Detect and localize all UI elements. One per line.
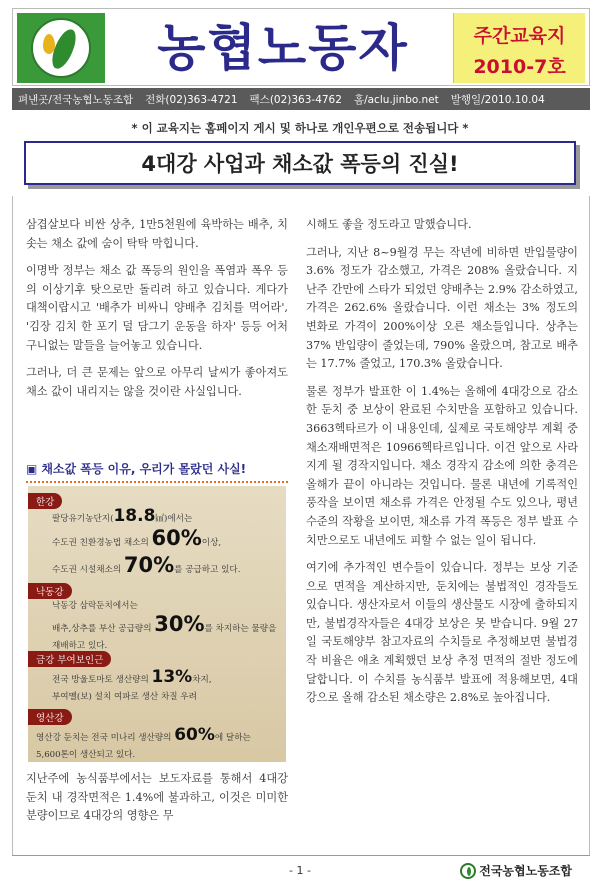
publish-date: 발행일/2010.10.04 [450, 93, 545, 106]
page-number: - 1 - [289, 864, 311, 877]
left-border [12, 196, 13, 856]
footer-org [460, 862, 572, 879]
union-logo-icon [460, 863, 476, 879]
section-label: 금강 부여보인근 [28, 651, 111, 667]
square-bullet-icon: ▣ [26, 462, 38, 476]
headline: 4대강 사업과 채소값 폭등의 진실! [24, 141, 576, 185]
logo-emblem-icon [31, 18, 91, 78]
fact-line: 전국 방울토마토 생산량의 13%차지, [52, 667, 212, 687]
fact-line: 수도권 시설채소의 70%를 공급하고 있다. [52, 553, 241, 577]
distribution-notice: * 이 교육지는 홈페이지 게시 및 하나로 개인우편으로 전송됩니다 * [131, 121, 469, 135]
paragraph: 지난주에 농식품부에서는 보도자료를 통해서 4대강 둔치 내 경작면적은 1.4%에 불과하고, 이것은 미미한 분량이므로 4대강의 영향은 무 [26, 772, 288, 823]
section-nakdonggang [28, 580, 286, 654]
paragraph: 물론 정부가 발표한 이 1.4%는 올해에 4대강으로 감소한 둔치 중 보상이 완료된 수치만을 포함하고 있습니다. 3663헥타르가 이 내용인데, 실제로 국토해양부 계획 중 채소재배면적은 10966헥타르입니다. 이건 앞으로 사라지게 될 경작지입니다. 채소 경작지 감소에 의한 충격은 올해가 끝이 아니라는 것입니다. 물론 내년에 기록적인 풍작을 보이면 채소류 가격은 안정될 수도 있으나, 평년 수준의 작황을 보이면, 채소류 가격 폭등은 정부 발표 수치만으로도 내년에도 피할 수 없는 일이 됩니다. [306, 384, 578, 547]
fax: 팩스(02)363-4762 [249, 93, 342, 106]
fact-line: 낙동강 삼락둔치에서는 [52, 601, 138, 611]
homepage: 홈/aclu.jinbo.net [353, 93, 439, 106]
paragraph: 시해도 좋을 정도라고 말했습니다. [306, 218, 472, 231]
union-logo [17, 13, 105, 83]
fact-line: 팔당유기농단지(18.8㎢)에서는 [52, 506, 193, 526]
section-geumgang [28, 648, 286, 705]
phone: 전화(02)363-4721 [145, 93, 238, 106]
paragraph: 여기에 추가적인 변수들이 있습니다. 정부는 보상 기준으로 면적을 계산하지만, 둔치에는 불법적인 경작들도 있습니다. 생산자로서 이들의 생산물도 시장에 출하되지만, 불법경작자들은 4대강 보상은 못 받습니다. 9월 27일 국토해양부 참고자료의 수치들로 추정해보면 불법경작 비율은 애초 계획했던 보상 추정 면적의 절반 정도에 달합니다. 이 수치를 농식품부 발표에 적용해보면, 4대강으로 올해 감소된 채소량은 2.8%로 높아집니다. [306, 561, 578, 705]
paragraph: 그러나, 더 큰 문제는 앞으로 아무리 날씨가 좋아져도 채소 값이 내리지는 않을 것이란 사실입니다. [26, 366, 288, 398]
paragraph: 삼겹살보다 비싼 상추, 1만5천원에 육박하는 배추, 치솟는 채소 값에 숨이 탁탁 막힙니다. [26, 218, 288, 250]
infobox-title [26, 460, 288, 483]
issue-number: 2010-7호 [473, 56, 566, 78]
publisher-info-bar [12, 88, 590, 110]
river-facts-infobox [28, 486, 286, 762]
masthead [12, 8, 590, 86]
fact-line: 부여멜(보) 설치 여파로 생산 차질 우려 [52, 692, 197, 702]
publisher: 펴낸곳/전국농협노동조합 [18, 93, 134, 106]
section-hangang [28, 490, 286, 581]
issue-type: 주간교육지 [473, 25, 566, 47]
issue-badge [453, 13, 585, 83]
left-column-top [26, 216, 288, 410]
bottom-rule [12, 855, 590, 856]
fact-line: 수도권 친환경농법 채소의 60%이상, [52, 526, 222, 550]
paragraph: 이명박 정부는 채소 값 폭등의 원인을 폭염과 폭우 등의 이상기후 탓으로만 돌리려 하고 있습니다. 게다가 대책이랍시고 '배추가 비싸니 양배추 김치를 먹어라', '김장 김치 한 포기 덜 담그기 운동을 하자' 등등 어처구니없는 말들을 늘어놓고 있습니다. [26, 264, 288, 352]
section-yeongsangang [28, 706, 286, 762]
section-label: 한강 [28, 493, 62, 509]
section-label: 영산강 [28, 709, 72, 725]
left-column-bottom [26, 770, 288, 835]
fact-line: 5,600톤이 생산되고 있다. [36, 750, 136, 760]
infobox-title-text: 채소값 폭등 이유, 우리가 몰랐던 사실! [41, 462, 247, 476]
right-border [589, 196, 590, 856]
paragraph: 그러나, 지난 8~9월경 무는 작년에 비하면 반입물량이 3.6% 정도가 감소했고, 가격은 208% 올랐습니다. 지난주 간만에 스타가 되었던 양배추는 2.9% 감소하였고, 가격은 262.6% 올랐습니다. 이런 채소는 3% 정도의 변화로 가격이 200%이상 오른 채소들입니다. 상추는 37% 반입량이 줄었는데, 790% 올랐으며, 참고로 배추는 17.7% 줄었고, 170.3% 올랐습니다. [306, 245, 578, 371]
right-column [306, 216, 578, 717]
newsletter-title: 농협노동자 [157, 19, 409, 77]
fact-line: 영산강 둔치는 전국 미나리 생산량의 60%에 달하는 [36, 725, 251, 745]
fact-line: 배추,상추를 부산 공급량의 30%를 차지하는 물량을 [52, 612, 277, 636]
section-label: 낙동강 [28, 583, 72, 599]
fact-line: 재배하고 있다. [52, 641, 108, 651]
footer-org-name: 전국농협노동조합 [479, 864, 572, 878]
